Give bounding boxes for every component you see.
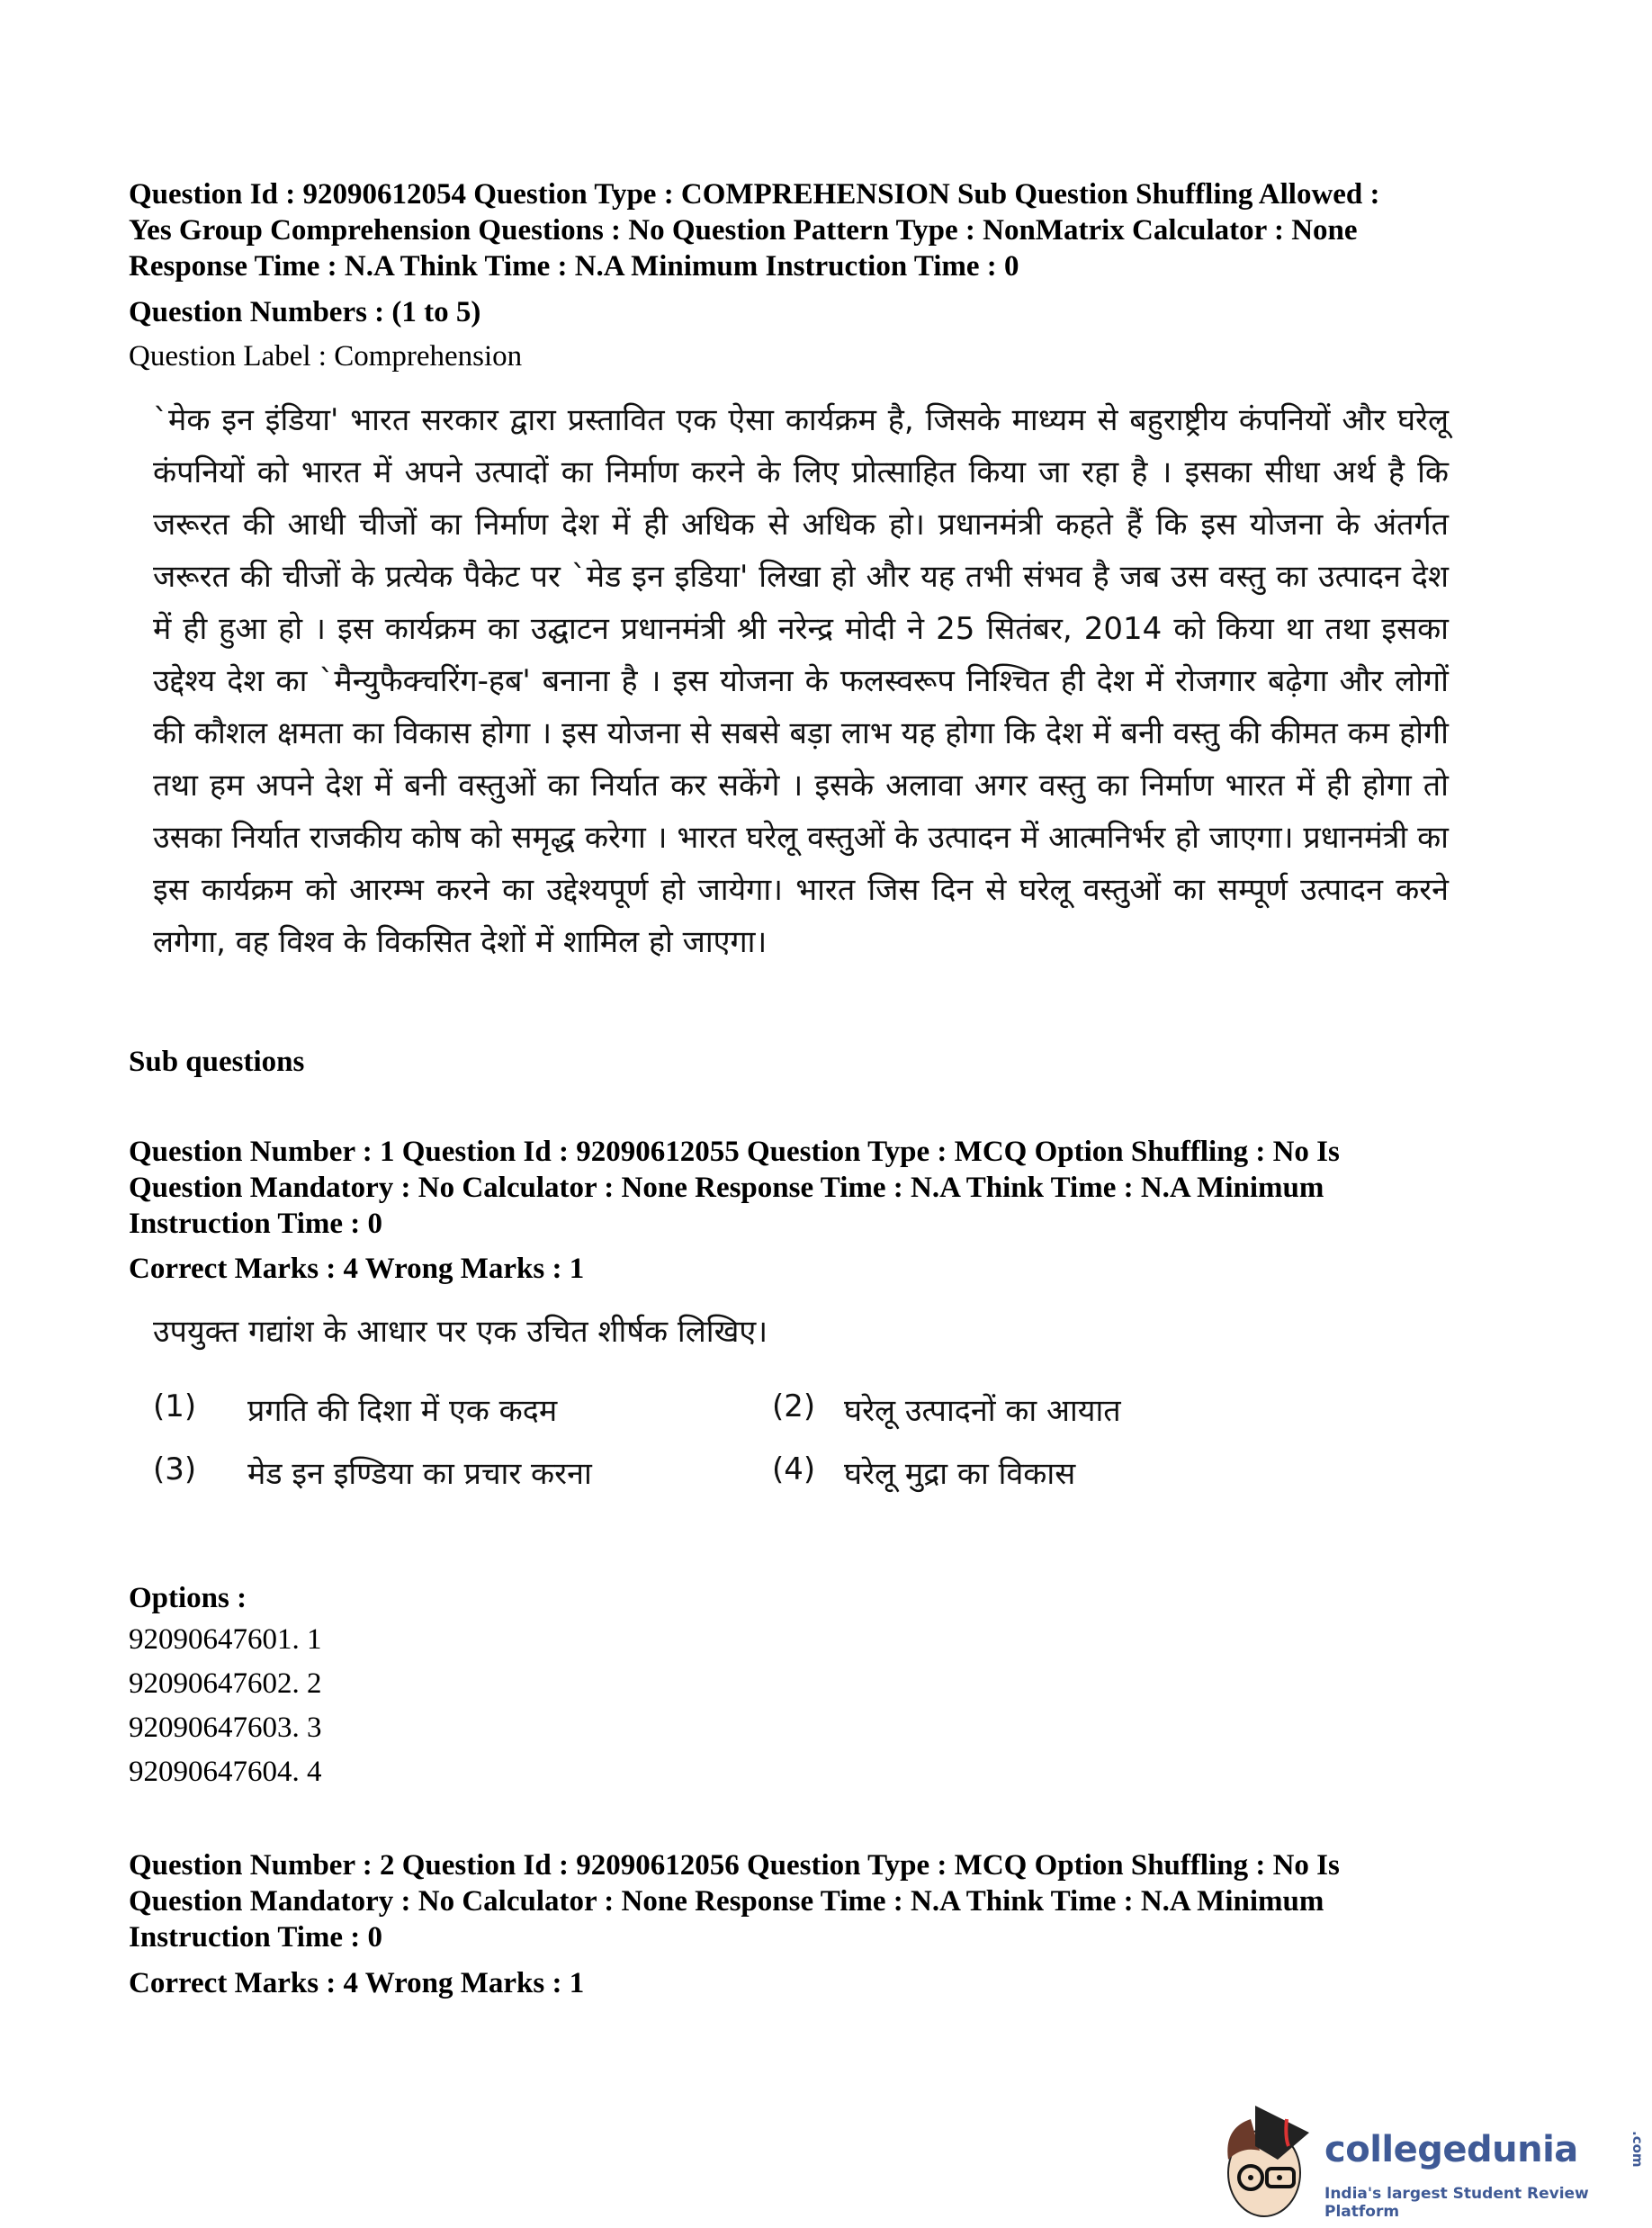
header-line: Question Number : 1 Question Id : 92090612055 Question Type : MCQ Option Shuffling : No Is [129, 1136, 1340, 1168]
options-list [129, 1618, 1532, 1794]
option-item: 92090647601. 1 [129, 1623, 322, 1656]
header-line: Response Time : N.A Think Time : N.A Minimum Instruction Time : 0 [129, 250, 1019, 283]
choice-text: मेड इन इण्डिया का प्रचार करना [247, 1456, 592, 1492]
choice-number: (3) [153, 1451, 197, 1487]
q2-header [129, 1847, 1532, 1955]
logo-suffix: .com [1630, 2131, 1646, 2168]
logo-tagline: India's largest Student Review Platform [1324, 2185, 1589, 2221]
sub-questions-heading: Sub questions [129, 1046, 305, 1078]
collegedunia-logo [1215, 2097, 1647, 2223]
mascot-icon [1215, 2097, 1323, 2223]
option-item: 92090647604. 4 [129, 1756, 322, 1788]
comprehension-passage: `मेक इन इंडिया' भारत सरकार द्वारा प्रस्तावित एक ऐसा कार्यक्रम है, जिसके माध्यम से बहुराष्ट्रीय कंपनियों और घरेलू कंपनियों को भारत में अपने उत्पादों का निर्माण करने के लिए प्रोत्साहित किया जा रहा है । इसका सीधा अर्थ है कि जरूरत की आधी चीजों का निर्माण देश में ही अधिक से अधिक हो। प्रधानमंत्री कहते हैं कि इस योजना के अंतर्गत जरूरत की चीजों के प्रत्येक पैकेट पर `मेड इन इडिया' लिखा हो और यह तभी संभव है जब उस वस्तु का उत्पादन देश में ही हुआ हो । इस कार्यक्रम का उद्घाटन प्रधानमंत्री श्री नरेन्द्र मोदी ने 25 सितंबर, 2014 को किया था तथा इसका उद्देश्य देश का `मैन्युफैक्चरिंग-हब' बनाना है । इस योजना के फलस्वरूप निश्चित ही देश में रोजगार बढ़ेगा और लोगों की कौशल क्षमता का विकास होगा । इस योजना से सबसे बड़ा लाभ यह होगा कि देश में बनी वस्तु की कीमत कम होगी तथा हम अपने देश में बनी वस्तुओं का निर्यात कर सकेंगे । इसके अलावा अगर वस्तु का निर्माण भारत में ही होगा तो उसका निर्यात राजकीय कोष को समृद्ध करेगा । भारत घरेलू वस्तुओं के उत्पादन में आत्मनिर्भर हो जाएगा। प्रधानमंत्री का इस कार्यक्रम को आरम्भ करने का उद्देश्यपूर्ण हो जायेगा। भारत जिस दिन से घरेलू वस्तुओं का सम्पूर्ण उत्पादन करने लगेगा, वह विश्व के विकसित देशों में शामिल हो जाएगा। [153, 402, 1449, 960]
q1-header [129, 1134, 1532, 1242]
choice-number: (1) [153, 1388, 197, 1424]
q1-question-text: उपयुक्त गद्यांश के आधार पर एक उचित शीर्षक लिखिए। [153, 1314, 768, 1350]
question-numbers: Question Numbers : (1 to 5) [129, 296, 481, 328]
header-line: Instruction Time : 0 [129, 1208, 383, 1240]
header-line: Instruction Time : 0 [129, 1921, 383, 1954]
logo-wordmark: collegedunia [1324, 2129, 1578, 2170]
header-line: Question Number : 2 Question Id : 92090612056 Question Type : MCQ Option Shuffling : No Is [129, 1849, 1340, 1882]
options-heading: Options : [129, 1582, 247, 1614]
header-line: Yes Group Comprehension Questions : No Question Pattern Type : NonMatrix Calculator : None [129, 214, 1358, 247]
choice-text: प्रगति की दिशा में एक कदम [247, 1393, 558, 1429]
comprehension-header [129, 176, 1532, 284]
header-line: Question Mandatory : No Calculator : None Response Time : N.A Think Time : N.A Minimum [129, 1172, 1324, 1204]
choice-number: (4) [772, 1451, 816, 1487]
option-item: 92090647603. 3 [129, 1711, 322, 1744]
header-line: Question Mandatory : No Calculator : None Response Time : N.A Think Time : N.A Minimum [129, 1885, 1324, 1918]
choice-text: घरेलू उत्पादनों का आयात [844, 1393, 1121, 1429]
question-label: Question Label : Comprehension [129, 340, 523, 373]
option-item: 92090647602. 2 [129, 1667, 322, 1700]
choice-text: घरेलू मुद्रा का विकास [844, 1456, 1076, 1492]
choice-number: (2) [772, 1388, 816, 1424]
header-line: Question Id : 92090612054 Question Type : COMPREHENSION Sub Question Shuffling Allowed : [129, 178, 1380, 211]
q1-marks: Correct Marks : 4 Wrong Marks : 1 [129, 1253, 585, 1285]
q2-marks: Correct Marks : 4 Wrong Marks : 1 [129, 1967, 585, 1999]
